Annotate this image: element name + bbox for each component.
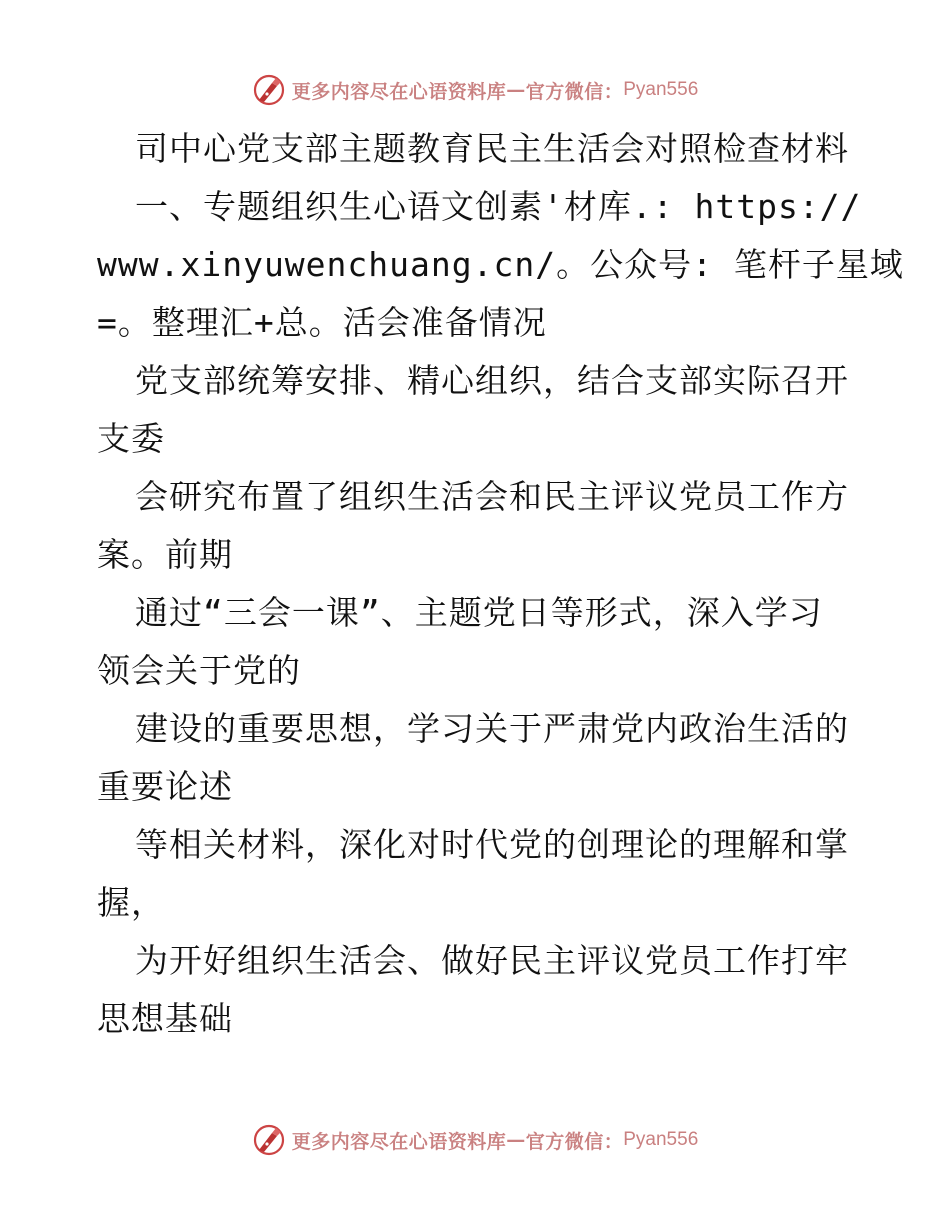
watermark-separator: —	[506, 79, 526, 101]
text-line: =。整理汇+总。活会准备情况	[97, 303, 547, 342]
text-line: 思想基础	[97, 999, 233, 1038]
text-line: 通过“三会一课”、主题党日等形式，深入学习	[135, 593, 823, 632]
pen-nib-logo-icon	[252, 1123, 286, 1157]
watermark-label: 官方微信：	[525, 80, 624, 103]
text-line: 领会关于党的	[97, 651, 301, 690]
text-line: 支委	[97, 419, 165, 458]
watermark-id: Pyan556	[623, 79, 699, 100]
text-line: 党支部统筹安排、精心组织，结合支部实际召开	[135, 361, 849, 400]
text-line: 一、专题组织生心语文创素'材库.: https://	[135, 187, 862, 226]
pen-nib-logo-icon	[252, 73, 286, 107]
watermark-text: 更多内容尽在心语资料库	[291, 80, 507, 103]
text-line: 等相关材料，深化对时代党的创理论的理解和掌	[135, 825, 849, 864]
watermark-id: Pyan556	[623, 1129, 699, 1150]
watermark-text: 更多内容尽在心语资料库	[291, 1130, 507, 1153]
text-line: 会研究布置了组织生活会和民主评议党员工作方	[135, 477, 849, 516]
document-title: 司中心党支部主题教育民主生活会对照检查材料	[135, 129, 849, 168]
text-line: 建设的重要思想，学习关于严肃党内政治生活的	[135, 709, 849, 748]
watermark-label: 官方微信：	[525, 1130, 624, 1153]
document-body	[97, 120, 904, 1048]
text-line: 为开好组织生活会、做好民主评议党员工作打牢	[135, 941, 849, 980]
text-line: www.xinyuwenchuang.cn/。公众号: 笔杆子星域	[97, 245, 904, 284]
footer-watermark	[0, 1120, 950, 1160]
text-line: 案。前期	[97, 535, 233, 574]
text-line: 握，	[97, 883, 165, 922]
watermark-separator: —	[506, 1129, 526, 1151]
text-line: 重要论述	[97, 767, 233, 806]
header-watermark	[0, 70, 950, 110]
